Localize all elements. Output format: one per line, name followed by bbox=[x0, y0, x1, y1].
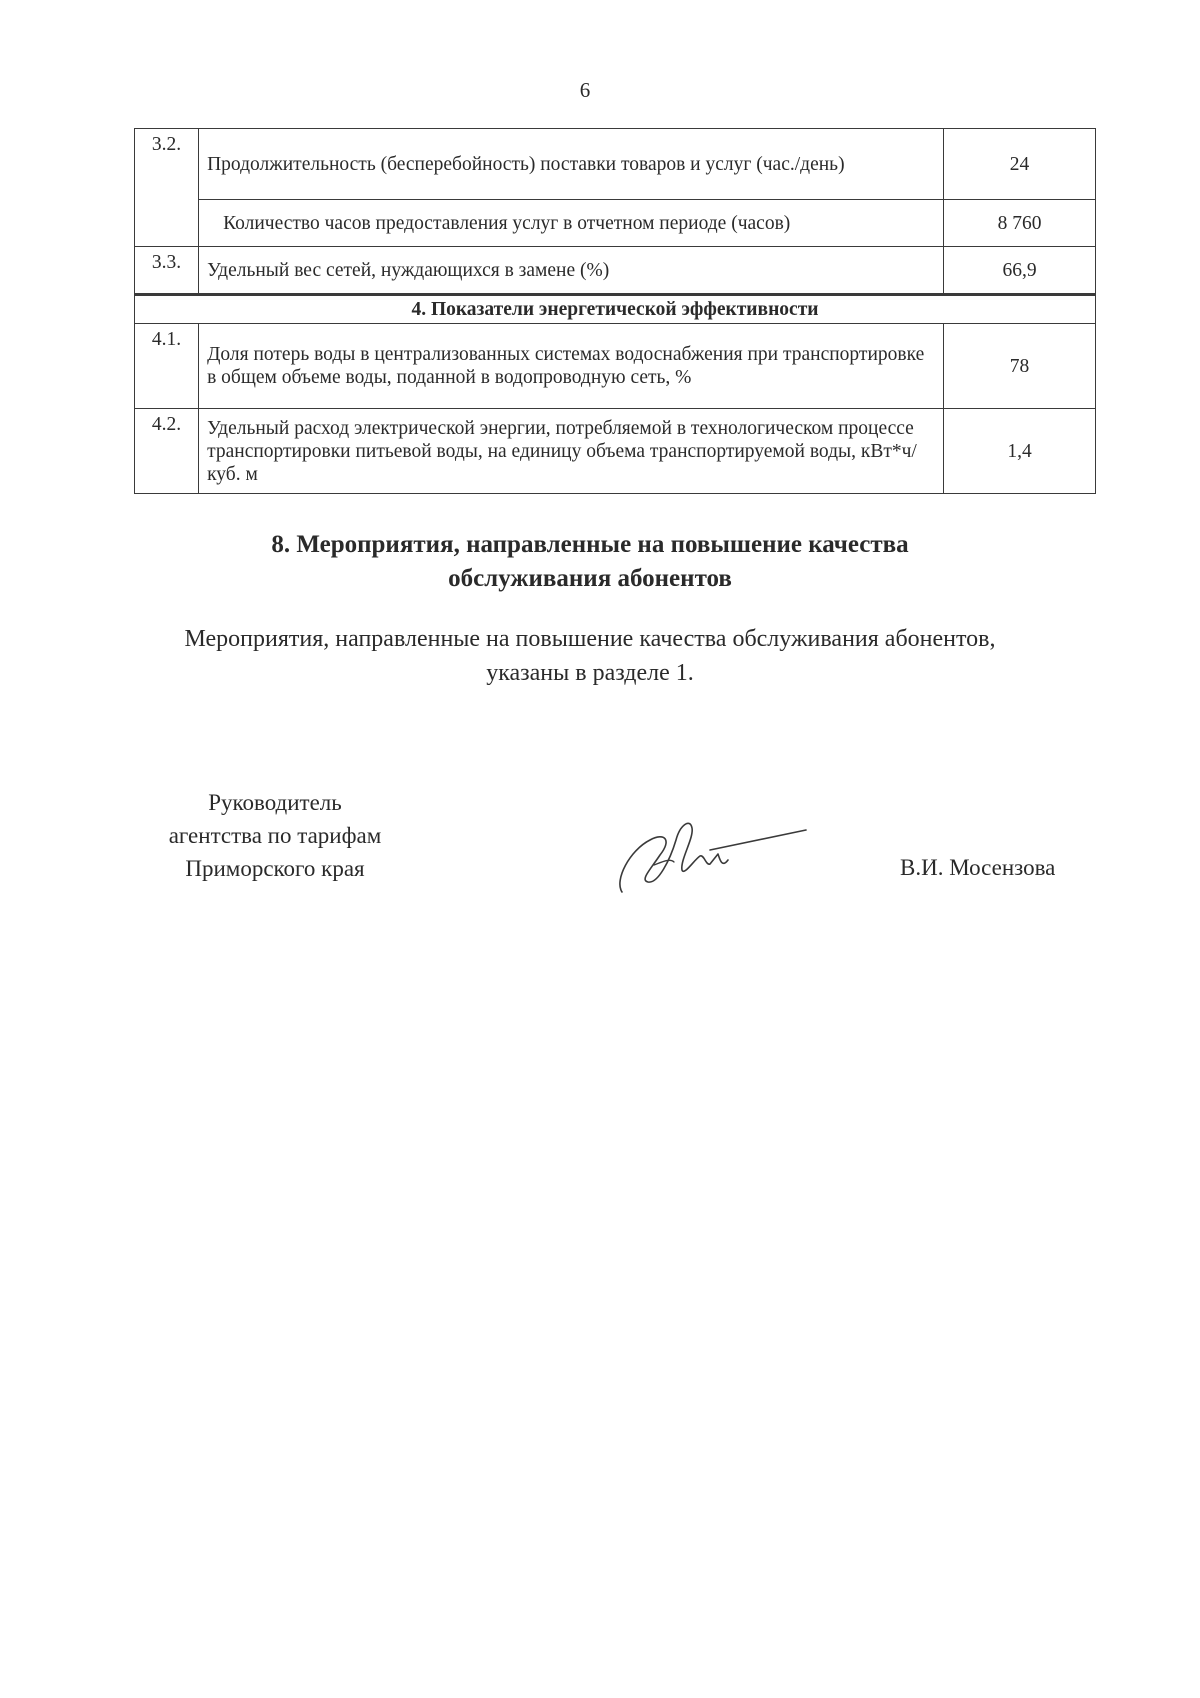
section-body bbox=[130, 622, 1050, 690]
row-value: 24 bbox=[944, 129, 1096, 200]
row-description: Удельный вес сетей, нуждающихся в замене (%) bbox=[199, 247, 944, 295]
row-number: 4.2. bbox=[135, 409, 199, 494]
section-body-line: указаны в разделе 1. bbox=[486, 660, 694, 686]
indicators-table bbox=[134, 128, 1096, 494]
row-description: Доля потерь воды в централизованных системах водоснабжения при транспортировке в общем объеме воды, поданной в водопроводную сеть, % bbox=[199, 324, 944, 409]
signer-title bbox=[130, 786, 420, 885]
signer-title-line: Приморского края bbox=[185, 856, 365, 881]
signer-title-line: Руководитель bbox=[208, 790, 342, 815]
row-number: 3.2. bbox=[135, 129, 199, 247]
section-heading bbox=[150, 528, 1030, 596]
row-description: Продолжительность (бесперебойность) поставки товаров и услуг (час./день) bbox=[199, 129, 944, 200]
page-number: 6 bbox=[579, 78, 591, 102]
signer-title-line: агентства по тарифам bbox=[168, 823, 382, 848]
section-heading-line: обслуживания абонентов bbox=[448, 565, 732, 592]
row-description: Количество часов предоставления услуг в отчетном периоде (часов) bbox=[199, 200, 944, 247]
row-number: 4.1. bbox=[135, 324, 199, 409]
table-row bbox=[135, 200, 1096, 247]
section-title: 4. Показатели энергетической эффективности bbox=[135, 295, 1096, 324]
table-row bbox=[135, 129, 1096, 200]
signer-name: В.И. Мосензова bbox=[900, 855, 1056, 880]
table-row bbox=[135, 324, 1096, 409]
row-value: 78 bbox=[944, 324, 1096, 409]
table-row bbox=[135, 409, 1096, 494]
row-value: 1,4 bbox=[944, 409, 1096, 494]
row-number: 3.3. bbox=[135, 247, 199, 295]
table-section-row bbox=[135, 295, 1096, 324]
handwritten-signature bbox=[610, 810, 810, 900]
row-description: Удельный расход электрической энергии, потребляемой в технологическом процессе транспортировки питьевой воды, на единицу объема транспортируемой воды, кВт*ч/куб. м bbox=[199, 409, 944, 494]
table-row bbox=[135, 247, 1096, 295]
row-value: 66,9 bbox=[944, 247, 1096, 295]
row-value: 8 760 bbox=[944, 200, 1096, 247]
section-heading-line: 8. Мероприятия, направленные на повышение качества bbox=[271, 531, 909, 558]
section-body-line: Мероприятия, направленные на повышение качества обслуживания абонентов, bbox=[184, 626, 996, 652]
